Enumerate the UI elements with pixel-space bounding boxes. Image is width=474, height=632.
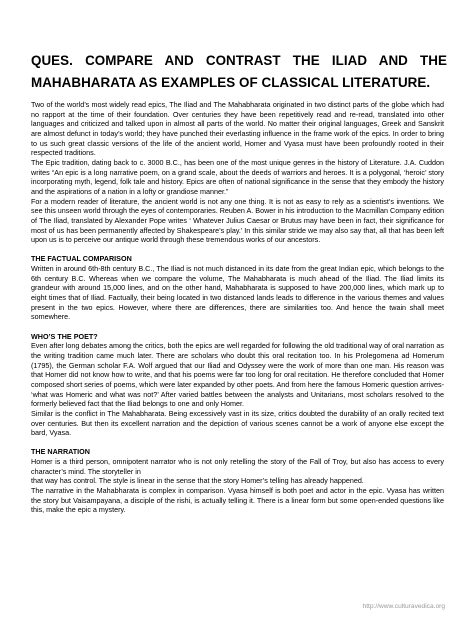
- section-heading-narration: THE NARRATION: [31, 447, 90, 457]
- intro-paragraph-2: The Epic tradition, dating back to c. 3000 B.C., has been one of the most unique genres in the history of Literature. J.A. Cuddon writes “An epic is a long narrative poem, on a grand scale, about the deeds of warriors and heroes. It is a polygonal, ‘heroic’ story incorporating myth, legend, folk tale and history. Epics are often of national significance in the sense that they embody the history and the aspirations of a nation in a lofty or grandiose manner.”: [31, 157, 444, 196]
- section-heading-factual: THE FACTUAL COMPARISON: [31, 254, 132, 264]
- narration-paragraph-2: that way has control. The style is linear in the sense that the story Homer’s telling has already happened.: [31, 476, 364, 486]
- footer-url: http://www.culturavedica.org: [362, 603, 445, 610]
- poet-paragraph-2: Similar is the conflict in The Mahabharata. Being excessively vast in its size, critics doubted the durability of an orally recited text over centuries. But then its excellent narration and the depiction of various scenes cannot be a work of anyone else except the bard, Vyasa.: [31, 408, 444, 438]
- narration-paragraph-3: The narrative in the Mahabharata is complex in comparison. Vyasa himself is both poet and actor in the epic. Vyasa has written the story but Vaisampayana, a disciple of the rishi, is actually telling it. There is a linear form but some open-ended questions like this, make the epic a mystery.: [31, 486, 444, 515]
- poet-paragraph-1: Even after long debates among the critics, both the epics are well regarded for following the old traditional way of oral narration as the writing tradition came much later. There are scholars who doubt this oral recitation too. In his Prolegomena ad Homerum (1795), the German scholar F.A. Wolf argued that our Iliad and Odyssey were the work of more than one man. His reason was that Homer did not know how to write, and that his poems were far too long for oral recitation. He therefore concluded that Homer composed short series of poems, which were later expanded by other poets. And from here the famous Homeric question arrives- ‘what was Homeric and what was not?’ After varied battles between the analysts and Unitarians, most scholars resolved to the formerly believed fact that the Iliad belongs to one and only Homer.: [31, 341, 444, 409]
- section-heading-poet: WHO’S THE POET?: [31, 331, 98, 341]
- narration-paragraph-1: Homer is a third person, omnipotent narrator who is not only retelling the story of the Fall of Troy, but also has access to every character’s mind. The storyteller in: [31, 457, 444, 476]
- intro-paragraph-3: For a modern reader of literature, the ancient world is not any one thing. It is not as easy to rely as a scientist’s inventions. We see this unseen world through the eyes of contemporaries. Reuben A. Bower in his introduction to the Macmillan Company edition of The Iliad, translated by Alexander Pope writes ‘ Whatever Julius Caesar or Brutus may have been in fact, their significance for most of us has been permanently affected by Shakespeare’s play.’ In this similar stride we may also say that, all that has been left upon us is to perceive our antique world through these tremendous works of our ancestors.: [31, 196, 444, 245]
- factual-paragraph-1: Written in around 6th-8th century B.C., The Iliad is not much distanced in its date from the great Indian epic, which belongs to the 6th century B.C. Whereas when we compare the volume, The Mahabharata is much ahead of the Iliad. The Iliad limits its grandeur with around 15,000 lines, and on the other hand, Mahabharata is supposed to have 200,000 lines, which mark up to eight times that of Iliad. Factually, their being located in two distanced lands leads to difference in the various themes and values present in the two epics. However, where there are differences, there are similarities too. And hence the twain shall meet somewhere.: [31, 264, 444, 322]
- intro-paragraph-1: Two of the world’s most widely read epics, The Iliad and The Mahabharata originated in two distinct parts of the globe which had no rapport at the time of their foundation. Over centuries they have been repetitively read and re-read, translated into other languages and criticized and talked upon in almost all parts of the world. No matter their original languages, Greek and Sanskrit are almost defunct in today’s world; they have punched their everlasting influence in the frame work of the epics. In order to bring to us such great classic versions of the life of the ancient world, Homer and Vyasa must have been profoundly rooted in their respected traditions.: [31, 100, 444, 158]
- page-title: QUES. COMPARE AND CONTRAST THE ILIAD AND THE MAHABHARATA AS EXAMPLES OF CLASSICAL LITERATURE.: [31, 53, 447, 90]
- document-body: [31, 100, 444, 515]
